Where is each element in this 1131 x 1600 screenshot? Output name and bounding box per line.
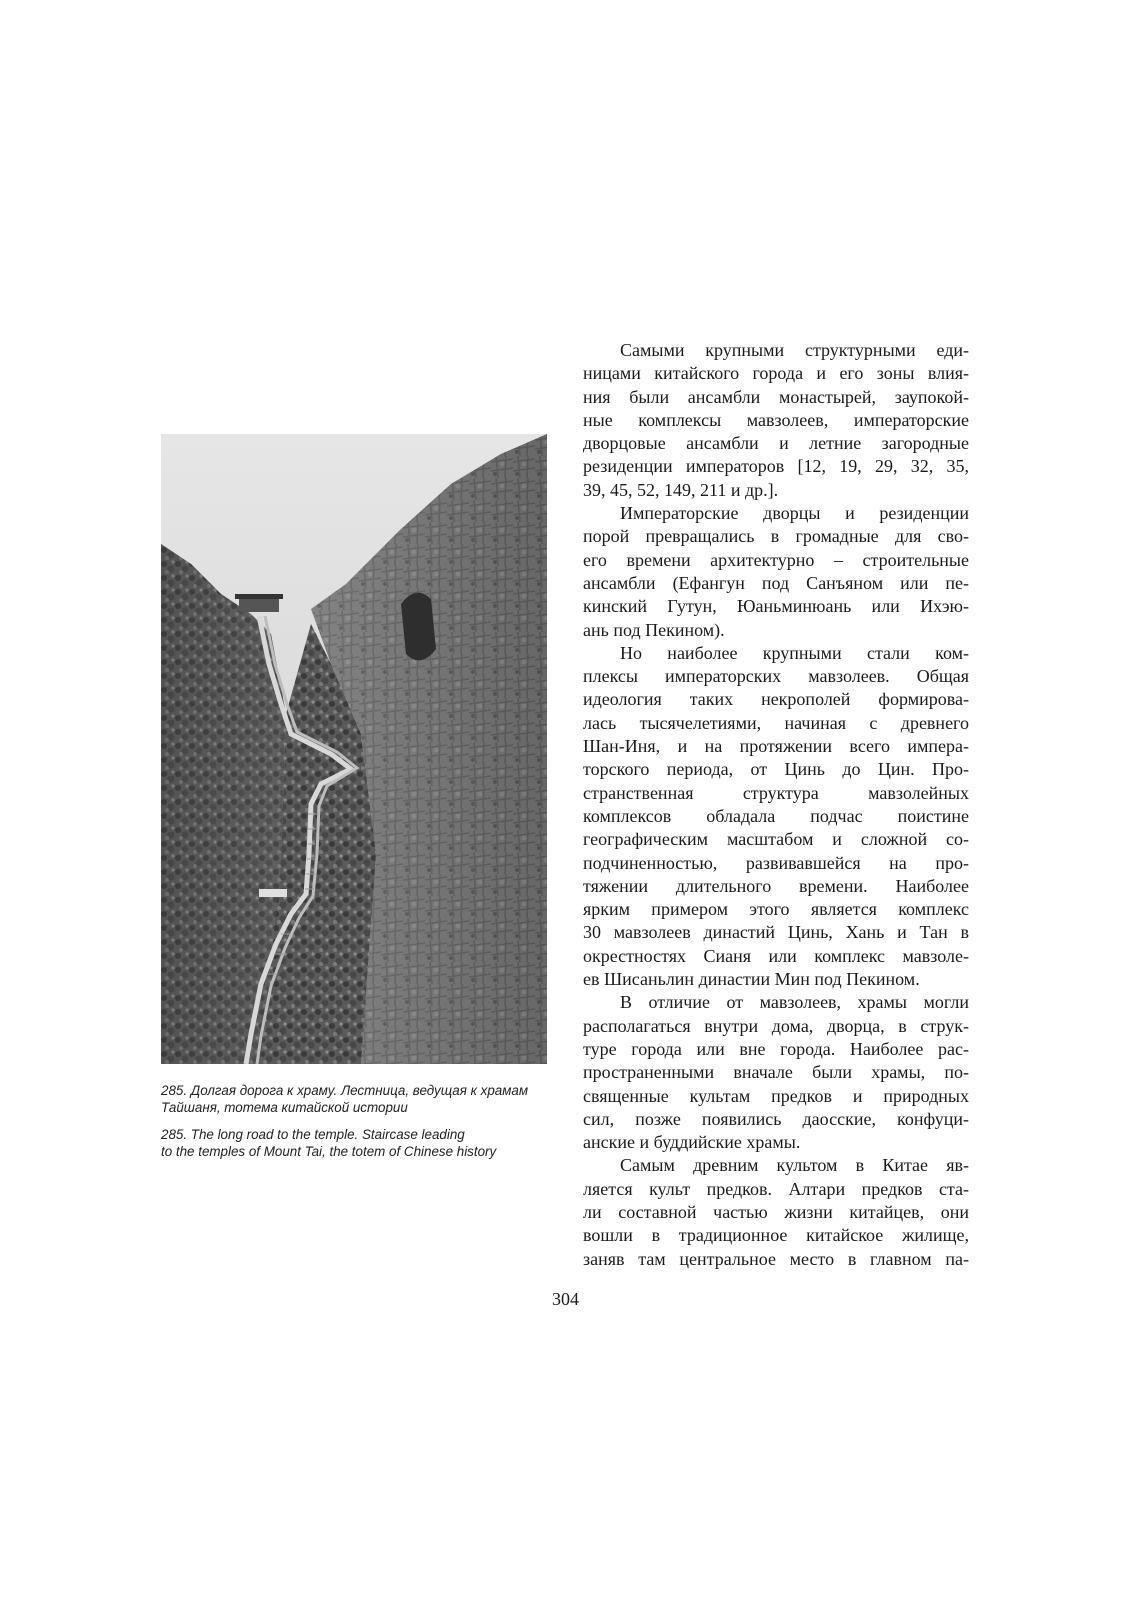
text-line: Императорские дворцы и резиденции: [620, 503, 969, 524]
page-number: 304: [552, 1289, 579, 1309]
paragraph: [583, 642, 969, 991]
text-line: плексы императорских мавзолеев. Общая: [583, 666, 969, 687]
caption-en-line: to the temples of Mount Tai, the totem of Chinese history: [161, 1144, 497, 1159]
text-line: его времени архитектурно – строительные: [583, 549, 969, 570]
text-line: ли составной частью жизни китайцев, они: [583, 1201, 969, 1222]
caption-ru-line: 285. Долгая дорога к храму. Лестница, ведущая к храмам: [161, 1083, 529, 1098]
text-line: 30 мавзолеев династий Цинь, Хань и Тан в: [583, 922, 969, 943]
text-line: ансамбли (Ефангун под Санъяном или пе-: [583, 572, 969, 593]
text-line: пространенными вначале были храмы, по-: [583, 1062, 969, 1083]
text-line: идеология таких некрополей формирова-: [583, 689, 969, 710]
text-line: кинский Гутун, Юаньминюань или Ихэю-: [583, 596, 969, 617]
caption-ru-line: Тайшаня, тотема китайской истории: [161, 1100, 408, 1115]
text-line: порой превращались в громадные для сво-: [583, 526, 969, 547]
text-line: дворцовые ансамбли и летние загородные: [583, 433, 969, 454]
text-line: вошли в традиционное китайское жилище,: [583, 1225, 969, 1246]
text-line: Самыми крупными структурными еди-: [620, 340, 969, 360]
figure-caption-ru: [161, 1082, 561, 1116]
figure-caption-en: [161, 1126, 561, 1160]
text-line: Но наиболее крупными стали ком-: [620, 642, 969, 663]
text-line: подчиненностью, развивавшейся на про-: [583, 852, 969, 873]
text-line: 39, 45, 52, 149, 211 и др.].: [583, 479, 779, 500]
text-line: окрестностях Сианя или комплекс мавзоле-: [583, 945, 969, 966]
text-line: ния были ансамбли монастырей, заупокой-: [583, 386, 969, 407]
caption-en-line: 285. The long road to the temple. Staircase leading: [161, 1127, 465, 1142]
text-line: анские и буддийские храмы.: [583, 1132, 801, 1153]
text-line: сил, позже появились даосские, конфуци-: [583, 1108, 969, 1129]
text-line: туре города или вне города. Наиболее рас-: [583, 1038, 969, 1059]
text-line: священные культам предков и природных: [583, 1085, 969, 1106]
text-line: ляется культ предков. Алтари предков ста-: [583, 1178, 969, 1199]
paragraph: [583, 502, 969, 642]
text-line: тяжении длительного времени. Наиболее: [583, 875, 969, 896]
text-line: торского периода, от Цинь до Цин. Про-: [583, 759, 969, 780]
text-line: лась тысячелетиями, начиная с древнего: [583, 712, 969, 733]
text-line: ницами китайского города и его зоны влия-: [583, 363, 969, 384]
text-line: ань под Пекином).: [583, 619, 725, 640]
text-line: располагаться внутри дома, дворца, в струк-: [583, 1015, 969, 1036]
text-line: ные комплексы мавзолеев, императорские: [583, 409, 969, 430]
text-line: странственная структура мавзолейных: [583, 782, 969, 803]
paragraph: [583, 991, 969, 1154]
text-line: ярким примером этого является комплекс: [583, 899, 969, 920]
body-text: [583, 339, 969, 1271]
text-line: комплексов обладала подчас поистине: [583, 805, 969, 826]
text-line: резиденции императоров [12, 19, 29, 32, 35,: [583, 456, 969, 477]
text-line: географическим масштабом и сложной со-: [583, 829, 969, 850]
text-line: ев Шисаньлин династии Мин под Пекином.: [583, 969, 920, 990]
text-line: Самым древним культом в Китае яв-: [620, 1155, 969, 1176]
paragraph: [583, 339, 969, 502]
text-line: В отличие от мавзолеев, храмы могли: [620, 992, 969, 1013]
text-line: заняв там центральное место в главном па-: [583, 1248, 969, 1269]
paragraph: [583, 1154, 969, 1270]
mountain-staircase-photo: [161, 434, 547, 1064]
text-line: Шан-Иня, и на протяжении всего импера-: [583, 736, 969, 757]
